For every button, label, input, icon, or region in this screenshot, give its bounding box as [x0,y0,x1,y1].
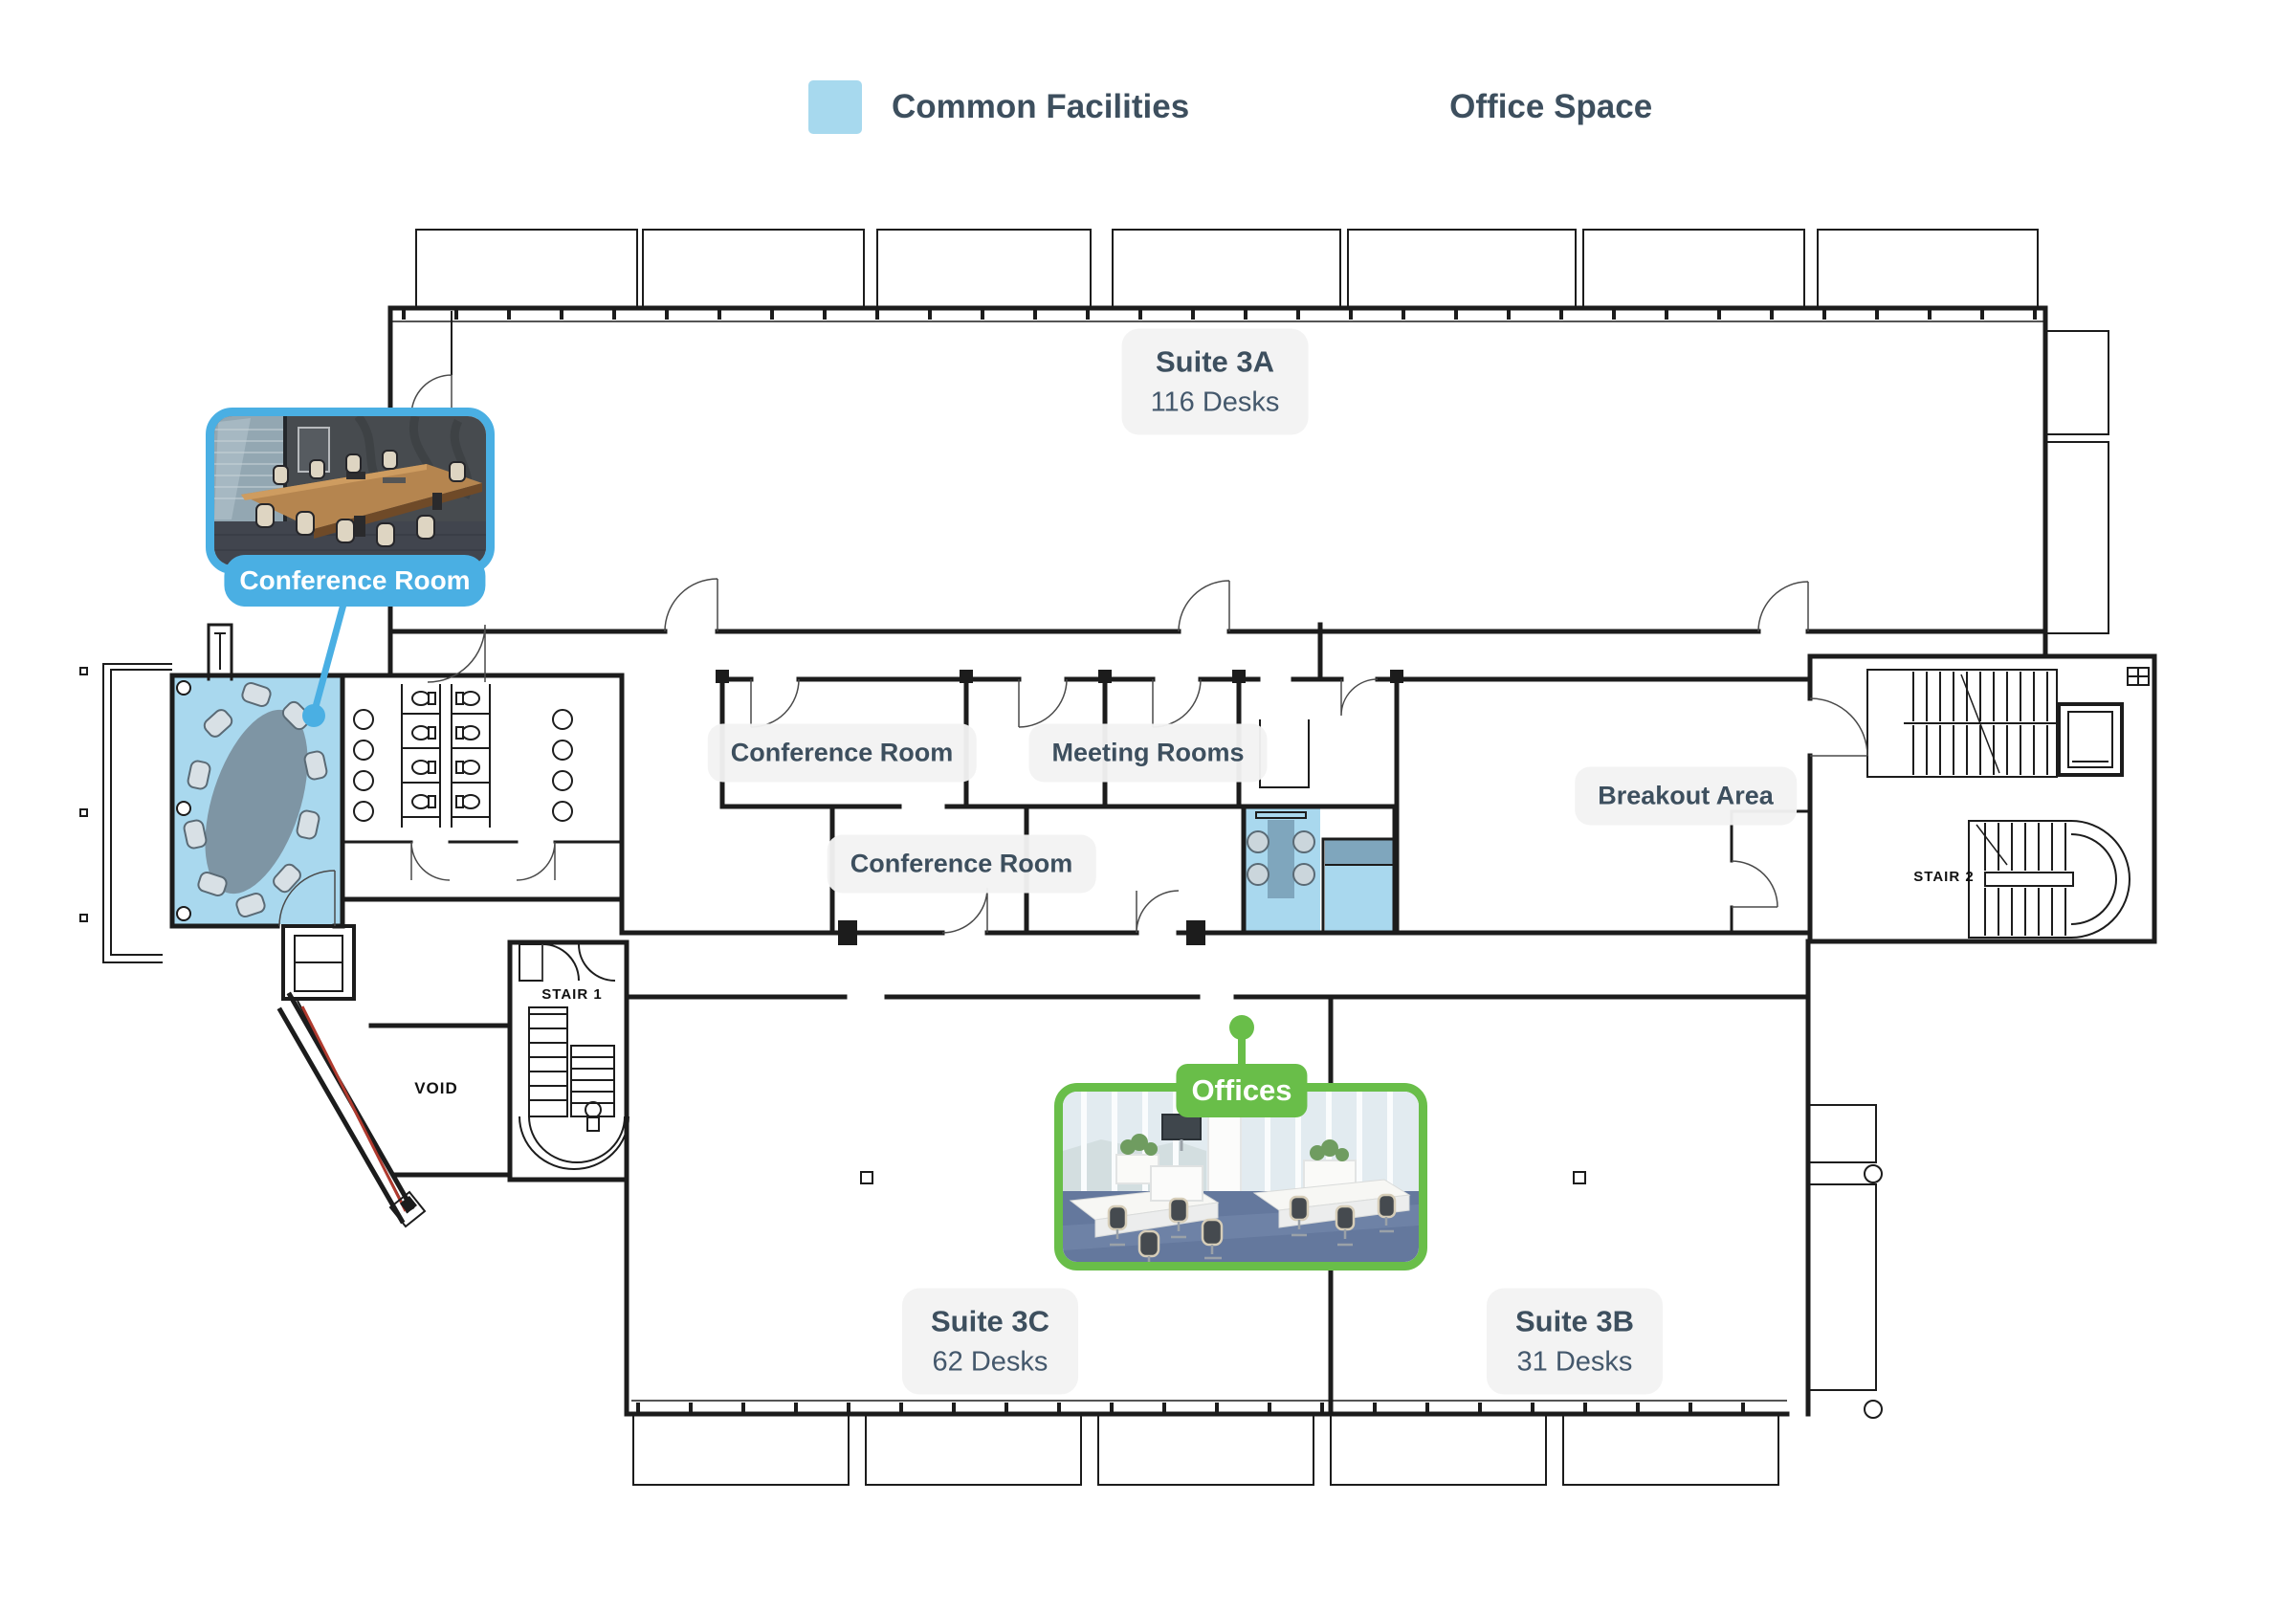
suite-3c-pill [902,1289,1078,1395]
legend-swatch-common-facilities [808,80,862,134]
conference-room-photo[interactable] [206,408,495,574]
suite-3b-name: Suite 3B [1514,1304,1635,1338]
conference-room-upper-pill: Conference Room [708,724,977,783]
void-label: VOID [414,1079,458,1097]
conference-room-anchor-dot [302,704,325,727]
breakout-area-pill: Breakout Area [1575,767,1797,826]
restroom-fixtures [354,692,572,821]
stair-1-drawing [519,944,629,1169]
suite-3c-name: Suite 3C [930,1304,1050,1338]
legend-label-office-space: Office Space [1449,88,1653,125]
suite-3a-pill [1122,329,1309,435]
legend-swatch-office-space [1366,80,1420,134]
suite-3c-desks: 62 Desks [932,1346,1049,1378]
suite-3a-desks: 116 Desks [1150,387,1280,418]
conference-room-photo-art [214,416,486,565]
legend-label-common-facilities: Common Facilities [892,88,1190,125]
offices-anchor-dot [1229,1015,1254,1040]
meeting-rooms-pill: Meeting Rooms [1028,724,1267,783]
stair-2-drawing [1867,668,2149,938]
stair-2-label: STAIR 2 [1913,869,1975,885]
legend [808,80,1652,134]
terrace-outline [80,664,172,962]
suite-3b-pill [1487,1289,1663,1395]
stair-1-label: STAIR 1 [541,986,603,1003]
conference-room-lower-pill: Conference Room [828,835,1096,894]
offices-callout-label[interactable]: Offices [1176,1064,1307,1117]
suite-3b-desks: 31 Desks [1516,1346,1633,1378]
conference-room-callout-label[interactable]: Conference Room [224,555,485,607]
suite-3a-name: Suite 3A [1155,344,1275,379]
